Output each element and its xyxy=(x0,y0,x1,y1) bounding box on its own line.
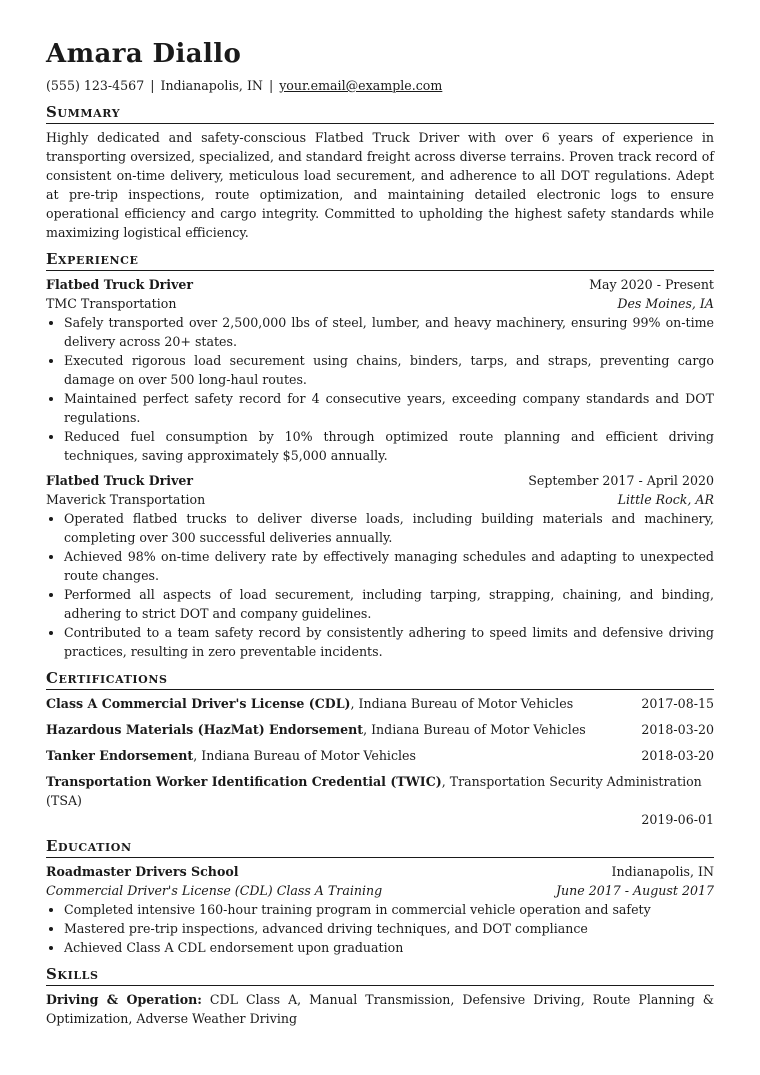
job-bullets xyxy=(46,313,714,465)
separator: | xyxy=(150,78,155,93)
certification-date: 2018-03-20 xyxy=(641,748,714,763)
resume-page xyxy=(46,38,714,1028)
certification-date: 2017-08-15 xyxy=(641,696,714,711)
certification-date: 2019-06-01 xyxy=(641,812,714,827)
section-heading-education: Education xyxy=(46,837,714,858)
certification-date: 2018-03-20 xyxy=(641,722,714,737)
education-dates: June 2017 - August 2017 xyxy=(556,883,714,898)
job-location: Little Rock, AR xyxy=(617,492,714,507)
program-name: Commercial Driver's License (CDL) Class A Training xyxy=(46,883,383,898)
skills-label: Driving & Operation: xyxy=(46,992,202,1007)
list-item: • Mastered pre-trip inspections, advanced driving techniques, and DOT compliance xyxy=(64,919,714,938)
certification-name: Tanker Endorsement xyxy=(46,748,194,763)
school-location: Indianapolis, IN xyxy=(611,864,714,879)
company-name: TMC Transportation xyxy=(46,296,177,311)
certification-name: Transportation Worker Identification Credential (TWIC) xyxy=(46,774,442,789)
list-item: • Maintained perfect safety record for 4 consecutive years, exceeding company standards and DOT regulations. xyxy=(64,389,714,427)
list-item: • Safely transported over 2,500,000 lbs of steel, lumber, and heavy machinery, ensuring 99% on-time delivery across 20+ states. xyxy=(64,313,714,351)
education-bullets xyxy=(46,900,714,957)
certification-name: Hazardous Materials (HazMat) Endorsement xyxy=(46,722,364,737)
certification-name: Class A Commercial Driver's License (CDL) xyxy=(46,696,351,711)
certification-entry xyxy=(46,746,714,765)
list-item: • Operated flatbed trucks to deliver diverse loads, including building materials and machinery, completing over 300 successful deliveries annually. xyxy=(64,509,714,547)
company-name: Maverick Transportation xyxy=(46,492,206,507)
education-entry xyxy=(46,862,714,957)
section-heading-certifications: Certifications xyxy=(46,669,714,690)
separator: | xyxy=(268,78,274,93)
skills-text: CDL Class A, Manual Transmission, Defensive Driving, Route Planning & Optimization, Adverse Weather Driving xyxy=(46,992,714,1026)
certification-issuer: , Transportation Security Administration (TSA) xyxy=(46,774,702,808)
list-item: • Performed all aspects of load securement, including tarping, strapping, chaining, and binding, adhering to strict DOT and company guidelines. xyxy=(64,585,714,623)
job-dates: May 2020 - Present xyxy=(589,277,714,292)
list-item: • Reduced fuel consumption by 10% through optimized route planning and efficient driving techniques, saving approximately $5,000 annually. xyxy=(64,427,714,465)
list-item: • Achieved Class A CDL endorsement upon graduation xyxy=(64,938,714,957)
job-title: Flatbed Truck Driver xyxy=(46,277,194,292)
job-dates: September 2017 - April 2020 xyxy=(528,473,714,488)
school-name: Roadmaster Drivers School xyxy=(46,864,239,879)
job-title: Flatbed Truck Driver xyxy=(46,473,194,488)
certification-entry xyxy=(46,694,714,713)
candidate-name: Amara Diallo xyxy=(46,39,242,69)
certification-issuer: , Indiana Bureau of Motor Vehicles xyxy=(350,696,574,711)
location: Indianapolis, IN xyxy=(160,78,263,93)
section-heading-summary: Summary xyxy=(46,103,714,124)
summary-text: Highly dedicated and safety-conscious Flatbed Truck Driver with over 6 years of experience in transporting oversized, specialized, and standard freight across diverse terrains. Proven track record of consistent on-time delivery, meticulous load securement, and adherence to all DOT regulations. Adept at pre-trip inspections, route optimization, and maintaining detailed electronic logs to ensure operational efficiency and cargo integrity. Committed to upholding the highest safety standards while maximizing logistical efficiency. xyxy=(46,130,714,240)
section-heading-experience: Experience xyxy=(46,250,714,271)
skills-line xyxy=(46,990,714,1028)
list-item: • Achieved 98% on-time delivery rate by effectively managing schedules and adapting to unexpected route changes. xyxy=(64,547,714,585)
experience-entry xyxy=(46,471,714,661)
phone-number: (555) 123-4567 xyxy=(46,78,145,93)
certification-entry xyxy=(46,772,714,829)
list-item: • Contributed to a team safety record by consistently adhering to speed limits and defensive driving practices, resulting in zero preventable incidents. xyxy=(64,623,714,661)
list-item: • Completed intensive 160-hour training program in commercial vehicle operation and safety xyxy=(64,900,714,919)
list-item: • Executed rigorous load securement using chains, binders, tarps, and straps, preventing cargo damage on over 500 long-haul routes. xyxy=(64,351,714,389)
certification-entry xyxy=(46,720,714,739)
job-location: Des Moines, IA xyxy=(617,296,714,311)
certification-issuer: , Indiana Bureau of Motor Vehicles xyxy=(363,722,586,737)
email-link[interactable]: your.email@example.com xyxy=(279,78,443,93)
job-bullets xyxy=(46,509,714,661)
section-heading-skills: Skills xyxy=(46,965,714,986)
experience-entry xyxy=(46,275,714,465)
certification-issuer: , Indiana Bureau of Motor Vehicles xyxy=(193,748,416,763)
contact-line xyxy=(46,76,714,95)
